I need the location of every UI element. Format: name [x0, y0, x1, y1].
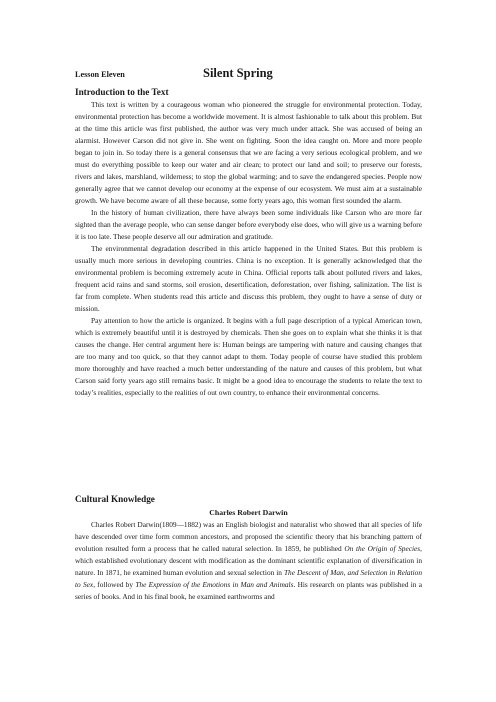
lesson-label: Lesson Eleven: [75, 70, 125, 79]
intro-paragraph: The environmental degradation described in this article happened in the United States. But this problem is usually much more serious in developing countries. China is no exception. It is generally acknowledged that the environmental problem is becoming extremely acute in China. Official reports talk about polluted rivers and lakes, frequent acid rains and sand storms, soil erosion, desertification, deforestation, over fishing, salinization. The list is far from complete. When students read this article and discuss this problem, they ought to have a sense of duty or mission.: [75, 244, 422, 313]
darwin-book-origin: On the Origin of Species: [344, 544, 421, 553]
darwin-book-expression: The Expression of the Emotions in Man and Animals: [135, 580, 294, 589]
darwin-text-3: , followed by: [93, 580, 136, 589]
intro-paragraph: This text is written by a courageous woman who pioneered the struggle for environmental protection. Today, environmental protection has become a worldwide movement. It is almost fashionable to talk about this problem. But at the time this article was first published, the author was very much under attack. She was accused of being an alarmist. However Carson did not give in. She went on fighting. Soon the idea caught on. More and more people began to join in. So today there is a general consensus that we are facing a very serious ecological problem, and we must do everything possible to keep our water and air clean; to protect our land and soil; to preserve our forests, rivers and lakes, marshland, wilderness; to stop the global warming; and to save the endangered species. People now generally agree that we cannot develop our economy at the expense of our ecosystem. We must aim at a sustainable growth. We have become aware of all these because, some forty years ago, this woman first sounded the alarm.: [75, 100, 422, 205]
intro-body: [75, 99, 422, 399]
darwin-text-4: . His research on plants was published in a series of books. And in his final book, he examined earthworms and: [75, 580, 422, 601]
cultural-body: [75, 507, 422, 603]
darwin-subheading: Charles Robert Darwin: [209, 508, 288, 517]
intro-heading: Introduction to the Text: [75, 87, 169, 97]
darwin-book-descent: The Descent of Man, and Selection in Relation to Sex: [75, 568, 422, 589]
darwin-paragraph: [75, 519, 422, 603]
lesson-title: Silent Spring: [203, 66, 273, 80]
lesson-header: [75, 66, 435, 82]
cultural-heading: Cultural Knowledge: [75, 494, 155, 504]
intro-paragraph: In the history of human civilization, there have always been some individuals like Carson who are more far sighted than the average people, who can sense danger before everybody else does, who will give us a warning before it is too late. These people deserve all our admiration and gratitude.: [75, 208, 422, 241]
darwin-text-1: Charles Robert Darwin(1809—1882) was an English biologist and naturalist who showed that all species of life have descended over time form common ancestors, and proposed the scientific theory that his branching pattern of evolution resulted form a process that he called natural selection. In 1859, he published: [75, 520, 422, 553]
intro-paragraph: Pay attention to how the article is organized. It begins with a full page description of a typical American town, which is extremely beautiful until it is destroyed by chemicals. Then she goes on to explain what she thinks it is that causes the change. Her central argument here is: Human beings are tampering with nature and causing changes that are too many and too quick, so that they cannot adapt to them. Today people of course have studied this problem more thoroughly and have reached a much better understanding of the nature and causes of this problem, but what Carson said forty years ago still remains basic. It might be a good idea to encourage the students to relate the text to today’s realities, especially to the realities of out own country, to enhance their environmental concerns.: [75, 316, 422, 397]
darwin-text-2: , which established evolutionary descent with modification as the dominant scientific explanation of diversification in nature. In 1871, he examined human evolution and sexual selection in: [75, 544, 423, 577]
